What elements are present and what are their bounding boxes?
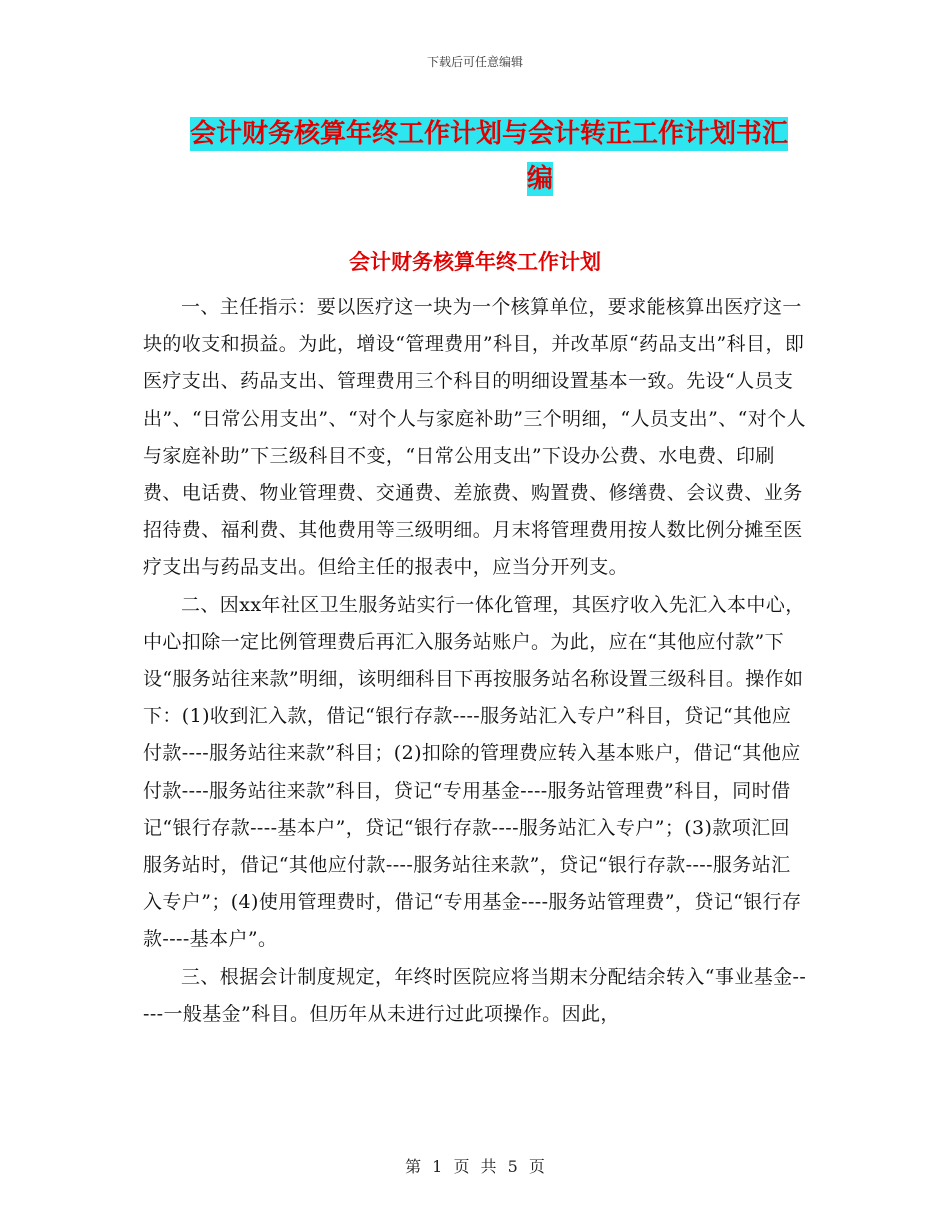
title-line-2: 编 (526, 164, 553, 194)
document-title (190, 112, 810, 202)
body-text (143, 289, 808, 1033)
paragraph-3: 三、根据会计制度规定，年终时医院应将当期末分配结余转入“事业基金-----一般基金”科目。但历年从未进行过此项操作。因此， (143, 965, 807, 1025)
paragraph-1: 一、主任指示：要以医疗这一块为一个核算单位，要求能核算出医疗这一块的收支和损益。为此，增设“管理费用”科目，并改革原“药品支出”科目，即医疗支出、药品支出、管理费用三个科目的明细设置基本一致。先设“人员支出”、“日常公用支出”、“对个人与家庭补助”三个明细，“人员支出”、“对个人与家庭补助”下三级科目不变，“日常公用支出”下设办公费、水电费、印刷费、电话费、物业管理费、交通费、差旅费、购置费、修缮费、会议费、业务招待费、福利费、其他费用等三级明细。月末将管理费用按人数比例分摊至医疗支出与药品支出。但给主任的报表中，应当分开列支。 (143, 296, 806, 579)
title-line-1: 会计财务核算年终工作计划与会计转正工作计划书汇 (190, 119, 789, 149)
section-title: 会计财务核算年终工作计划 (349, 250, 601, 274)
paragraph-2: 二、因xx年社区卫生服务站实行一体化管理，其医疗收入先汇入本中心，中心扣除一定比例管理费后再汇入服务站账户。为此，应在“其他应付款”下设“服务站往来款”明细，该明细科目下再按服务站名称设置三级科目。操作如下：(1)收到汇入款，借记“银行存款----服务站汇入专户”科目，贷记“其他应付款----服务站往来款”科目；(2)扣除的管理费应转入基本账户，借记“其他应付款----服务站往来款”科目，贷记“专用基金----服务站管理费”科目，同时借记“银行存款----基本户”，贷记“银行存款----服务站汇入专户”；(3)款项汇回服务站时，借记“其他应付款----服务站往来款”，贷记“银行存款----服务站汇入专户”；(4)使用管理费时，借记“专用基金----服务站管理费”，贷记“银行存款----基本户”。 (143, 593, 805, 951)
header-note: 下载后可任意编辑 (426, 55, 523, 69)
page-footer: 第 1 页 共 5 页 (405, 1157, 545, 1176)
